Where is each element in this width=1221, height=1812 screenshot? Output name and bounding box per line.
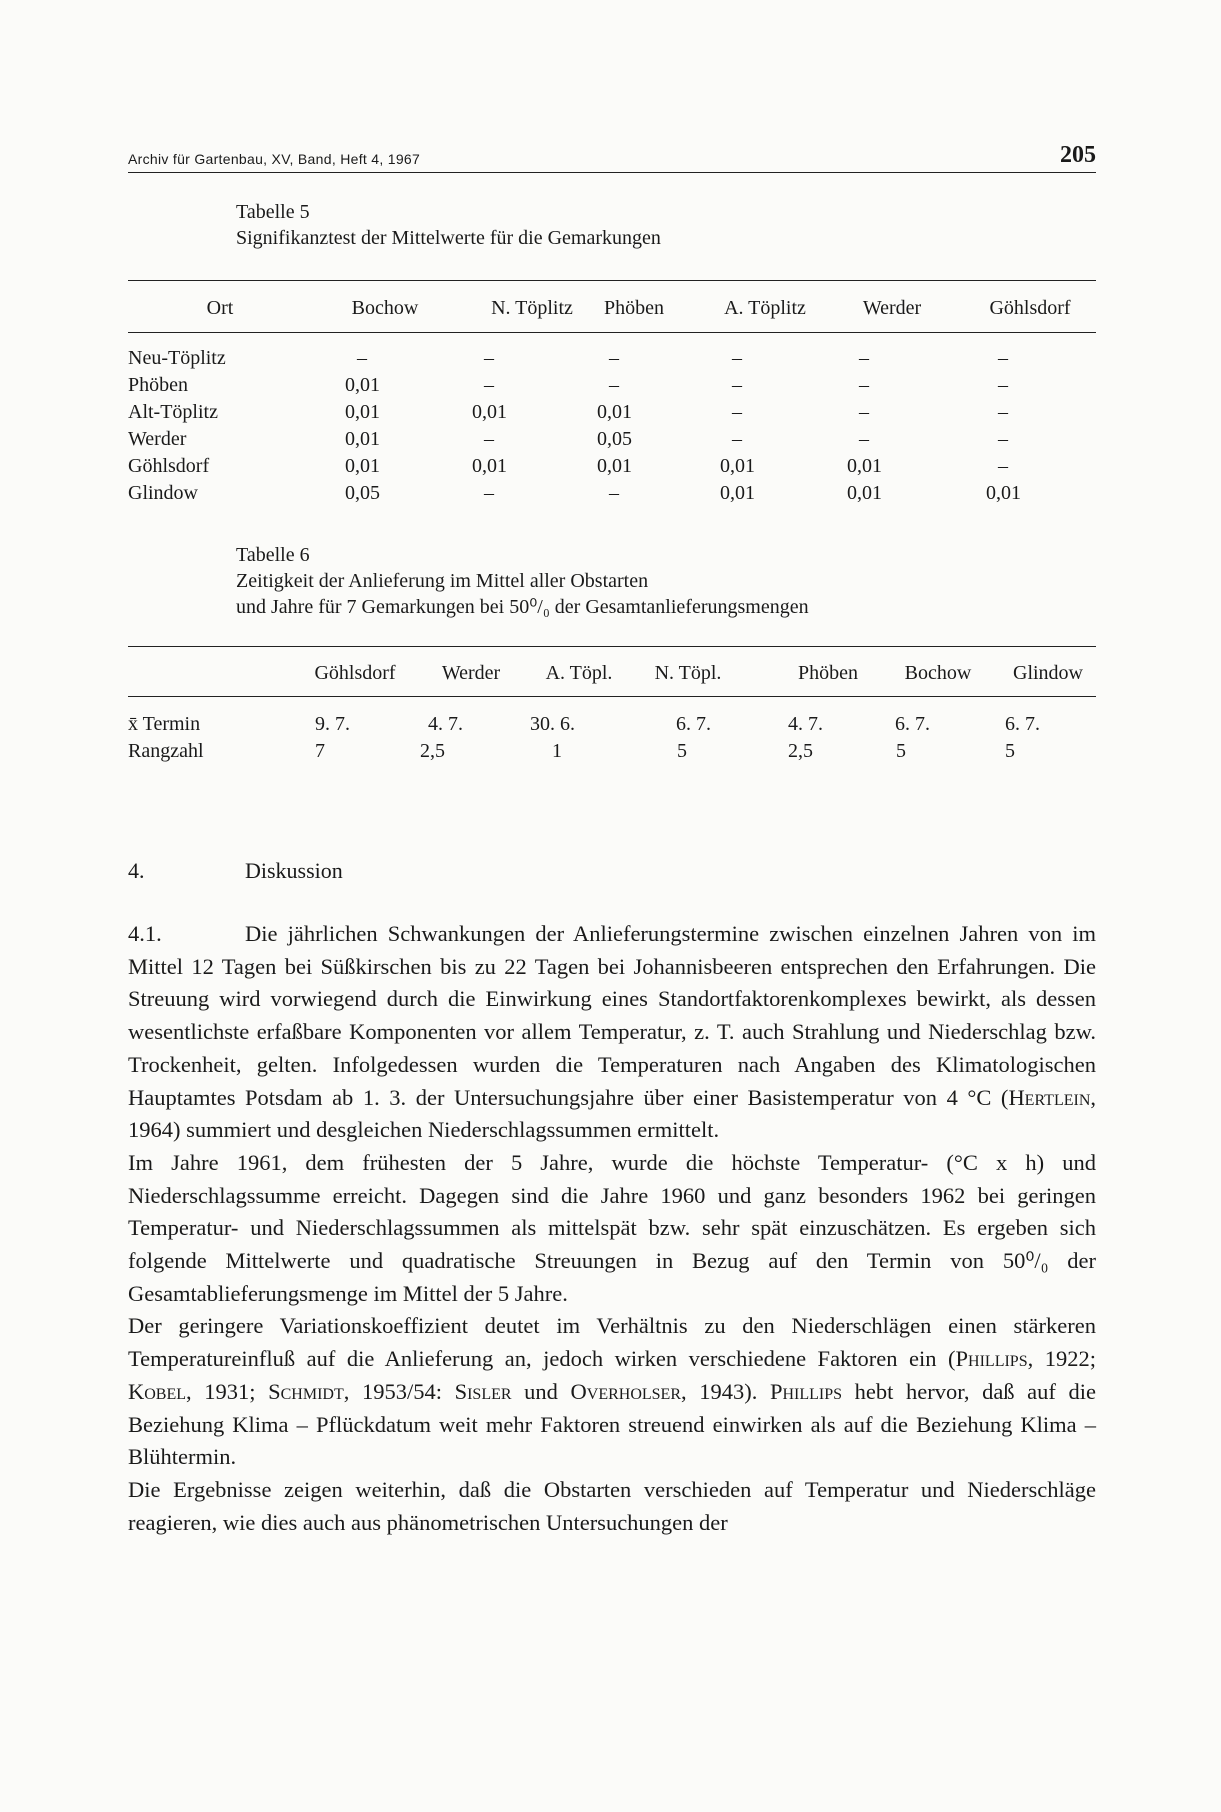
t6-cell: 2,5: [788, 740, 813, 762]
section-title: Diskussion: [245, 858, 343, 883]
citation-author: Kobel: [128, 1378, 187, 1404]
t5-cell: 0,05: [345, 482, 380, 504]
citation-author: Schmidt: [268, 1378, 344, 1404]
t5-row-label: Göhlsdorf: [128, 455, 210, 477]
paragraph-2: Im Jahre 1961, dem frühesten der 5 Jahre, wurde die höchste Temperatur- (°C x h) und Niederschlagssumme erreicht. Dagegen sind die Jahre 1960 und ganz besonders 1962 bei geringen Temperatur- und Niederschlagssummen als mittelspät bzw. sehr spät einzuschätzen. Es ergeben sich folgende Mittelwerte und quadratische Streuungen in Bezug auf den Termin von 50⁰/₀ der Gesamtablieferungsmenge im Mittel der 5 Jahre.: [128, 1149, 1096, 1306]
t5-cell: –: [998, 455, 1008, 477]
paragraph-4: Die Ergebnisse zeigen weiterhin, daß die Obstarten verschieden auf Temperatur und Niederschläge reagieren, wie dies auch aus phänometrischen Untersuchungen der: [128, 1476, 1096, 1535]
t5-cell: –: [998, 347, 1008, 369]
t5-cell: –: [484, 482, 494, 504]
t5-col-header: N. Töplitz: [491, 297, 573, 319]
t6-col-header: Phöben: [798, 662, 858, 684]
t5-cell: 0,01: [345, 401, 380, 423]
t5-row-label: Alt-Töplitz: [128, 401, 218, 423]
table5-header-rule: [128, 332, 1096, 333]
t5-cell: –: [859, 428, 869, 450]
t5-cell: –: [732, 401, 742, 423]
t5-cell: –: [859, 401, 869, 423]
t5-col-header: Bochow: [351, 297, 419, 319]
journal-citation: Archiv für Gartenbau, XV, Band, Heft 4, 1967: [128, 151, 421, 167]
table6-header-rule: [128, 696, 1096, 697]
t5-cell: 0,01: [847, 482, 882, 504]
t5-cell: –: [609, 482, 619, 504]
t5-col-header: A. Töplitz: [724, 297, 806, 319]
citation-author: Hertlein: [1008, 1084, 1091, 1110]
t6-row-label: x̄ Termin: [128, 713, 201, 735]
paragraph-1: 4.1. Die jährlichen Schwankungen der Anlieferungstermine zwischen einzelnen Jahren von im Mittel 12 Tagen bei Süßkirschen bis zu 22 Tagen bei Johannisbeeren entsprechen den Erfahrungen. Die Streuung wird vorwiegend durch die Einwirkung eines Standortfaktorenkomplexes bewirkt, als dessen wesentlichste erfaßbare Komponenten vor allem Temperatur, z. T. auch Strahlung und Niederschlag bzw. Trockenheit, gelten. Infolgedessen wurden die Temperaturen nach Angaben des Klimatologischen Hauptamtes Potsdam ab 1. 3. der Untersuchungsjahre über einer Basistemperatur von 4 °C (Hertlein, 1964) summiert und desgleichen Niederschlagssummen ermittelt.: [128, 918, 1096, 1147]
table6-title-line-2: und Jahre für 7 Gemarkungen bei 50⁰/₀ der Gesamtanlieferungsmengen: [236, 596, 809, 618]
t6-col-header: A. Töpl.: [545, 662, 613, 684]
t5-cell: 0,01: [345, 455, 380, 477]
t5-row-label: Neu-Töplitz: [128, 347, 226, 369]
t5-cell: –: [998, 401, 1008, 423]
t5-cell: –: [732, 374, 742, 396]
t5-cell: –: [859, 347, 869, 369]
t6-cell: 6. 7.: [1005, 713, 1040, 735]
t6-col-header: Werder: [441, 662, 501, 684]
t5-cell: –: [732, 428, 742, 450]
t6-cell: 4. 7.: [428, 713, 463, 735]
t5-cell: –: [609, 347, 619, 369]
t5-cell: 0,01: [472, 401, 507, 423]
t6-col-header: Bochow: [904, 662, 972, 684]
t5-cell: –: [357, 347, 367, 369]
t6-row-label: Rangzahl: [128, 740, 204, 762]
t5-cell: –: [484, 347, 494, 369]
t6-cell: 2,5: [420, 740, 445, 762]
table5-label: Tabelle 5: [236, 201, 310, 223]
t5-cell: –: [998, 428, 1008, 450]
t5-cell: 0,01: [345, 374, 380, 396]
discussion-body: [128, 918, 1096, 1539]
t6-cell: 6. 7.: [676, 713, 711, 735]
table5-title: Signifikanztest der Mittelwerte für die Gemarkungen: [236, 227, 661, 249]
t5-cell: –: [609, 374, 619, 396]
t5-cell: 0,01: [847, 455, 882, 477]
t6-cell: 5: [677, 740, 687, 762]
t6-col-header: Glindow: [1013, 662, 1083, 684]
table5-top-rule: [128, 280, 1096, 281]
table6-title-line-1: Zeitigkeit der Anlieferung im Mittel aller Obstarten: [236, 570, 649, 592]
t5-row-label: Werder: [128, 428, 187, 450]
table5-caption: [236, 199, 661, 251]
t6-cell: 9. 7.: [315, 713, 350, 735]
table6-top-rule: [128, 646, 1096, 647]
table6-label: Tabelle 6: [236, 544, 310, 566]
t5-col-header: Göhlsdorf: [989, 297, 1071, 319]
paragraph-3: Der geringere Variationskoeffizient deutet im Verhältnis zu den Niederschlägen einen stärkeren Temperatureinfluß auf die Anlieferung an, jedoch wirken verschiedene Faktoren ein (Phillips, 1922; Kobel, 1931; Schmidt, 1953/54: Sisler und Overholser, 1943). Phillips hebt hervor, daß auf die Beziehung Klima – Pflückdatum weit mehr Faktoren streuend einwirken als auf die Beziehung Klima – Blühtermin.: [128, 1313, 1096, 1470]
section-number: 4.: [128, 858, 145, 883]
paragraph-number: 4.1.: [128, 921, 162, 946]
t5-cell: –: [484, 374, 494, 396]
citation-author: Phillips: [955, 1346, 1028, 1372]
page-number: 205: [1060, 142, 1096, 168]
t5-row-label: Glindow: [128, 482, 198, 504]
t5-cell: 0,01: [986, 482, 1021, 504]
t5-cell: –: [484, 428, 494, 450]
t6-cell: 7: [315, 740, 325, 762]
t5-cell: –: [732, 347, 742, 369]
t5-cell: 0,01: [720, 482, 755, 504]
citation-author: Phillips: [769, 1378, 843, 1404]
t5-cell: –: [859, 374, 869, 396]
t5-cell: 0,01: [597, 401, 632, 423]
t6-cell: 30. 6.: [530, 713, 575, 735]
t6-cell: 4. 7.: [788, 713, 823, 735]
t5-col-header: Ort: [206, 297, 234, 319]
t6-cell: 5: [1005, 740, 1015, 762]
t5-cell: 0,01: [472, 455, 507, 477]
t5-cell: 0,01: [345, 428, 380, 450]
t5-cell: –: [998, 374, 1008, 396]
citation-author: Overholser: [570, 1378, 682, 1404]
running-head: [128, 143, 1096, 173]
t5-col-header: Phöben: [604, 297, 664, 319]
t5-cell: 0,01: [720, 455, 755, 477]
t5-cell: 0,01: [597, 455, 632, 477]
table6-caption: [236, 542, 809, 620]
t6-cell: 5: [896, 740, 906, 762]
t5-col-header: Werder: [862, 297, 922, 319]
t5-row-label: Phöben: [128, 374, 188, 396]
t6-cell: 1: [552, 740, 562, 762]
t6-cell: 6. 7.: [895, 713, 930, 735]
citation-author: Sisler: [454, 1378, 512, 1404]
t5-cell: 0,05: [597, 428, 632, 450]
t6-col-header: Göhlsdorf: [314, 662, 396, 684]
t6-col-header: N. Töpl.: [654, 662, 722, 684]
